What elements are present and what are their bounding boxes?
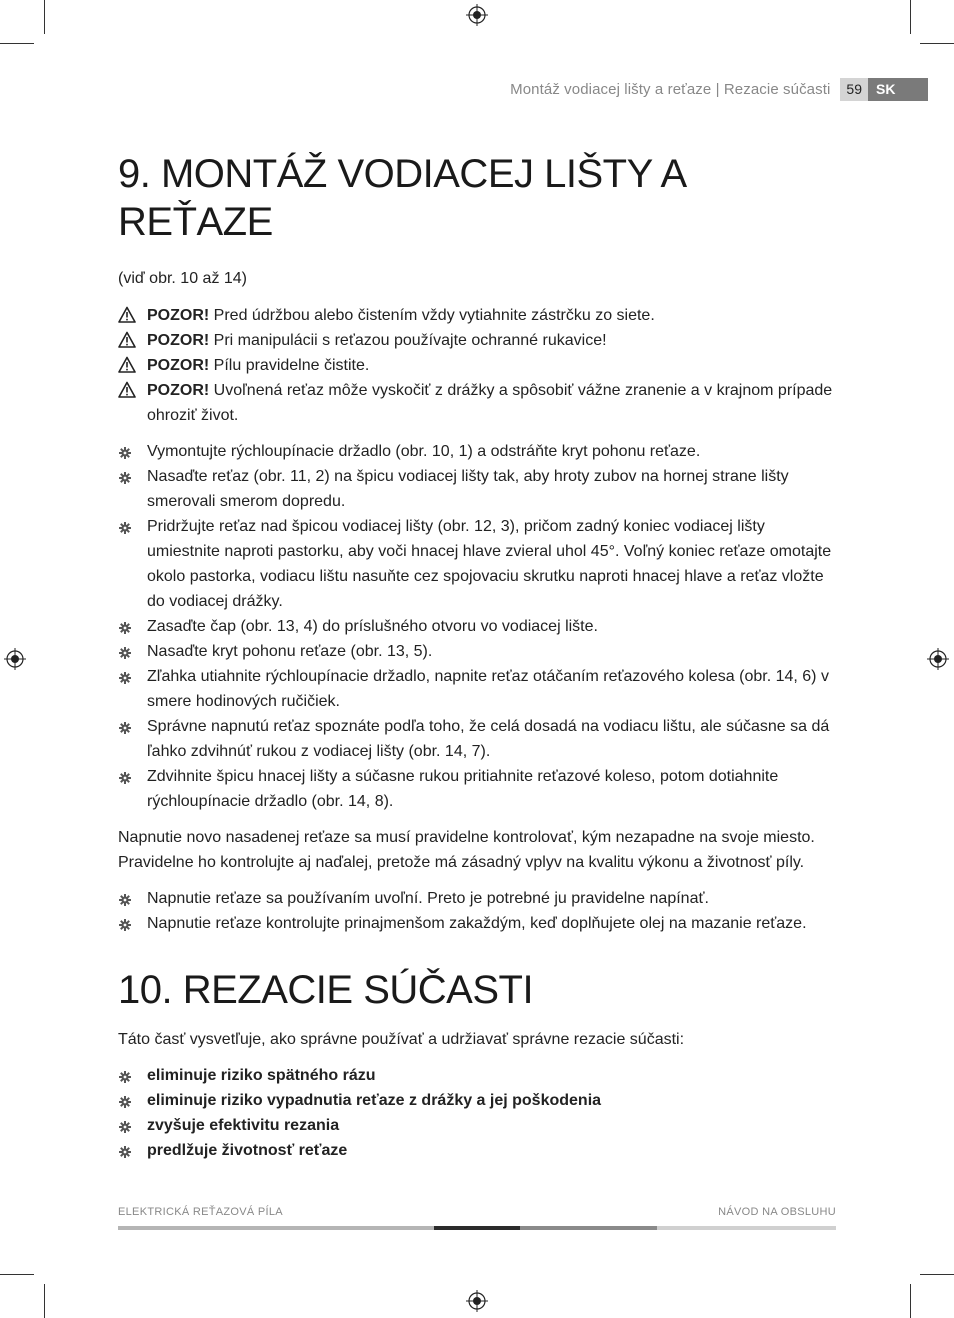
list-item [118, 714, 838, 764]
bullet-gear-icon [119, 1096, 131, 1108]
warning-triangle-icon [118, 331, 136, 348]
registration-mark-icon [4, 648, 26, 670]
registration-mark-icon [927, 648, 949, 670]
warning-label: POZOR! [147, 357, 210, 374]
benefit-text: predlžuje životnosť reťaze [147, 1142, 348, 1159]
bullet-gear-icon [119, 522, 131, 534]
page-header [510, 78, 928, 101]
warning-triangle-icon [118, 356, 136, 373]
warning-text: Uvoľnená reťaz môže vyskočiť z drážky a spôsobiť vážne zranenie a v krajnom prípade ohroziť život. [147, 382, 833, 424]
step-text: Zľahka utiahnite rýchloupínacie držadlo, napnite reťaz otáčaním reťazového kolesa (obr. 14, 6) v smere hodinových ručičiek. [147, 668, 829, 710]
footer-left: ELEKTRICKÁ REŤAZOVÁ PÍLA [118, 1206, 283, 1218]
page-content [118, 150, 838, 1163]
page-footer [118, 1206, 836, 1218]
tension-notes [118, 886, 838, 936]
step-text: Nasaďte kryt pohonu reťaze (obr. 13, 5). [147, 643, 433, 660]
assembly-steps [118, 439, 838, 814]
note-text: Napnutie reťaze kontrolujte prinajmenšom zakaždým, keď doplňujete olej na mazanie reťaze. [147, 915, 807, 932]
list-item [118, 1138, 838, 1163]
warning-triangle-icon [118, 306, 136, 323]
crop-mark [910, 0, 911, 34]
registration-mark-icon [466, 1290, 488, 1312]
header-title: Montáž vodiacej lišty a reťaze | Rezacie súčasti [510, 81, 831, 98]
warning-label: POZOR! [147, 382, 210, 399]
list-item [118, 911, 838, 936]
bullet-gear-icon [119, 1121, 131, 1133]
warning-text: Pred údržbou alebo čistením vždy vytiahnite zástrčku zo siete. [213, 307, 655, 324]
bullet-gear-icon [119, 1071, 131, 1083]
warning-triangle-icon [118, 381, 136, 398]
section-9-heading: 9. MONTÁŽ VODIACEJ LIŠTY A REŤAZE [118, 152, 685, 244]
crop-mark [0, 43, 34, 44]
bullet-gear-icon [119, 622, 131, 634]
step-text: Pridržujte reťaz nad špicou vodiacej lišty (obr. 12, 3), pričom zadný koniec vodiacej lišty umiestnite naproti pastorku, aby voči hnacej hlave zvieral uhol 45°. Voľný koniec reťaze omotajte okolo pastorka, vodiacu lištu nasuňte cez spojovaciu skrutku naproti hnacej hlave a reťaz vložte do vodiacej drážky. [147, 518, 832, 610]
section-10-intro: Táto časť vysvetľuje, ako správne používať a udržiavať správne rezacie súčasti: [118, 1031, 685, 1048]
warning-text: Pri manipulácii s reťazou používajte ochranné rukavice! [213, 332, 607, 349]
footer-bar-segment [520, 1226, 657, 1230]
benefit-list [118, 1063, 838, 1163]
crop-mark [0, 1274, 34, 1275]
bullet-gear-icon [119, 672, 131, 684]
list-item [118, 886, 838, 911]
warning-item [118, 303, 838, 328]
step-text: Vymontujte rýchloupínacie držadlo (obr. 10, 1) a odstráňte kryt pohonu reťaze. [147, 443, 701, 460]
crop-mark [44, 1284, 45, 1318]
language-tab: SK [868, 78, 928, 101]
list-item [118, 1063, 838, 1088]
benefit-text: zvyšuje efektivitu rezania [147, 1117, 340, 1134]
list-item [118, 464, 838, 514]
bullet-gear-icon [119, 647, 131, 659]
bullet-gear-icon [119, 919, 131, 931]
warning-text: Pílu pravidelne čistite. [213, 357, 370, 374]
bullet-gear-icon [119, 772, 131, 784]
step-text: Správne napnutú reťaz spoznáte podľa toho, že celá dosadá na vodiacu lištu, ale súčasne sa dá ľahko zdvihnúť rukou z vodiacej lišty (obr. 14, 7). [147, 718, 830, 760]
footer-bar-segment [434, 1226, 520, 1230]
crop-mark [920, 43, 954, 44]
registration-mark-icon [466, 4, 488, 26]
list-item [118, 1113, 838, 1138]
step-text: Nasaďte reťaz (obr. 11, 2) na špicu vodiacej lišty tak, aby hroty zubov na hornej strane lišty smerovali smerom dopredu. [147, 468, 789, 510]
figure-reference: (viď obr. 10 až 14) [118, 270, 248, 287]
list-item [118, 614, 838, 639]
bullet-gear-icon [119, 894, 131, 906]
crop-mark [44, 0, 45, 34]
note-text: Napnutie reťaze sa používaním uvoľní. Preto je potrebné ju pravidelne napínať. [147, 890, 709, 907]
bullet-gear-icon [119, 722, 131, 734]
list-item [118, 439, 838, 464]
benefit-text: eliminuje riziko vypadnutia reťaze z drážky a jej poškodenia [147, 1092, 602, 1109]
list-item [118, 639, 838, 664]
crop-mark [920, 1274, 954, 1275]
warning-label: POZOR! [147, 332, 210, 349]
list-item [118, 664, 838, 714]
section-10-heading: 10. REZACIE SÚČASTI [118, 968, 534, 1012]
crop-mark [910, 1284, 911, 1318]
step-text: Zasaďte čap (obr. 13, 4) do príslušného otvoru vo vodiacej lište. [147, 618, 598, 635]
list-item [118, 514, 838, 614]
bullet-gear-icon [119, 472, 131, 484]
step-text: Zdvihnite špicu hnacej lišty a súčasne rukou pritiahnite reťazové koleso, potom dotiahnite rýchloupínacie držadlo (obr. 14, 8). [147, 768, 779, 810]
footer-right: NÁVOD NA OBSLUHU [718, 1206, 836, 1218]
list-item [118, 1088, 838, 1113]
bullet-gear-icon [119, 447, 131, 459]
warning-item [118, 328, 838, 353]
warning-label: POZOR! [147, 307, 210, 324]
bullet-gear-icon [119, 1146, 131, 1158]
tension-paragraph: Napnutie novo nasadenej reťaze sa musí pravidelne kontrolovať, kým nezapadne na svoje miesto. Pravidelne ho kontrolujte aj naďalej, pretože má zásadný vplyv na kvalitu výkonu a životnosť píly. [118, 829, 815, 871]
warning-list [118, 303, 838, 428]
benefit-text: eliminuje riziko spätného rázu [147, 1067, 376, 1084]
list-item [118, 764, 838, 814]
footer-bar-segment [118, 1226, 434, 1230]
warning-item [118, 353, 838, 378]
footer-bar-segment [657, 1226, 836, 1230]
warning-item [118, 378, 838, 428]
page-number: 59 [840, 78, 868, 101]
